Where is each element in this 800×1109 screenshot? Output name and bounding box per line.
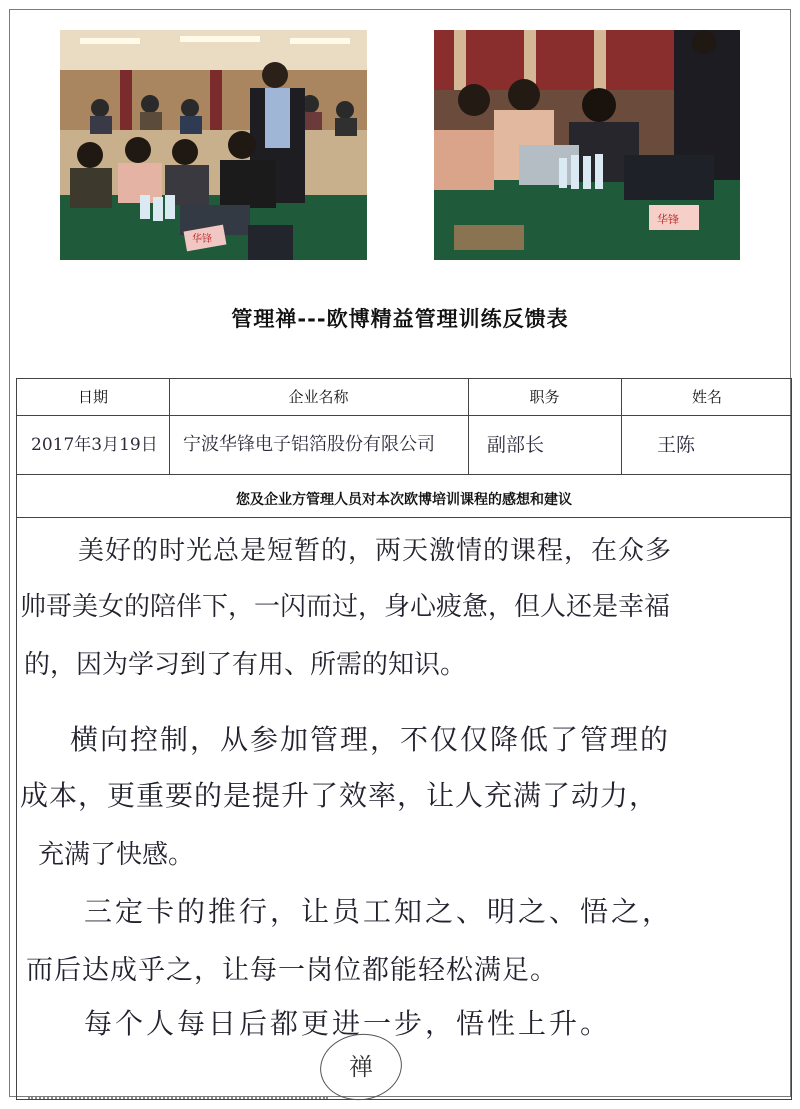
handwriting-line: 帅哥美女的陪伴下，一闪而过，身心疲惫，但人还是幸福 [20, 592, 671, 622]
header-date: 日期 [77, 388, 108, 406]
header-company: 企业名称 [288, 388, 349, 406]
page-title: 管理禅---欧博精益管理训练反馈表 [231, 307, 569, 331]
header-position: 职务 [529, 388, 560, 406]
name-value: 王陈 [657, 434, 696, 456]
company-value: 宁波华锋电子铝箔股份有限公司 [183, 434, 435, 455]
handwriting-line: 成本，更重要的是提升了效率，让人充满了动力， [20, 779, 659, 812]
date-value: 2017年3月19日 [31, 435, 158, 455]
footer-scrawl [28, 1097, 328, 1107]
handwriting-line: 充满了快感。 [38, 840, 195, 870]
table-divider [17, 517, 791, 518]
handwriting-line: 美好的时光总是短暂的，两天激情的课程，在众多 [78, 536, 673, 566]
table-divider [17, 474, 791, 475]
position-value: 副部长 [487, 434, 545, 456]
handwriting-line: 的，因为学习到了有用、所需的知识。 [24, 650, 467, 680]
seal-mark: 禅 [349, 1053, 373, 1081]
photo-tablecard-text: 华锋 [192, 234, 212, 245]
handwriting-line: 而后达成乎之，让每一岗位都能轻松满足。 [26, 955, 558, 986]
header-name: 姓名 [691, 388, 722, 406]
handwriting-line: 横向控制，从参加管理，不仅仅降低了管理的 [70, 723, 671, 756]
feedback-question: 您及企业方管理人员对本次欧博培训课程的感想和建议 [236, 492, 572, 508]
handwriting-line: 每个人每日后都更进一步，悟性上升。 [84, 1007, 612, 1040]
training-photo-left [60, 30, 367, 260]
training-photo-right [434, 30, 740, 260]
photo-tablecard-text: 华锋 [657, 213, 679, 226]
handwriting-line: 三定卡的推行，让员工知之、明之、悟之， [84, 895, 674, 928]
